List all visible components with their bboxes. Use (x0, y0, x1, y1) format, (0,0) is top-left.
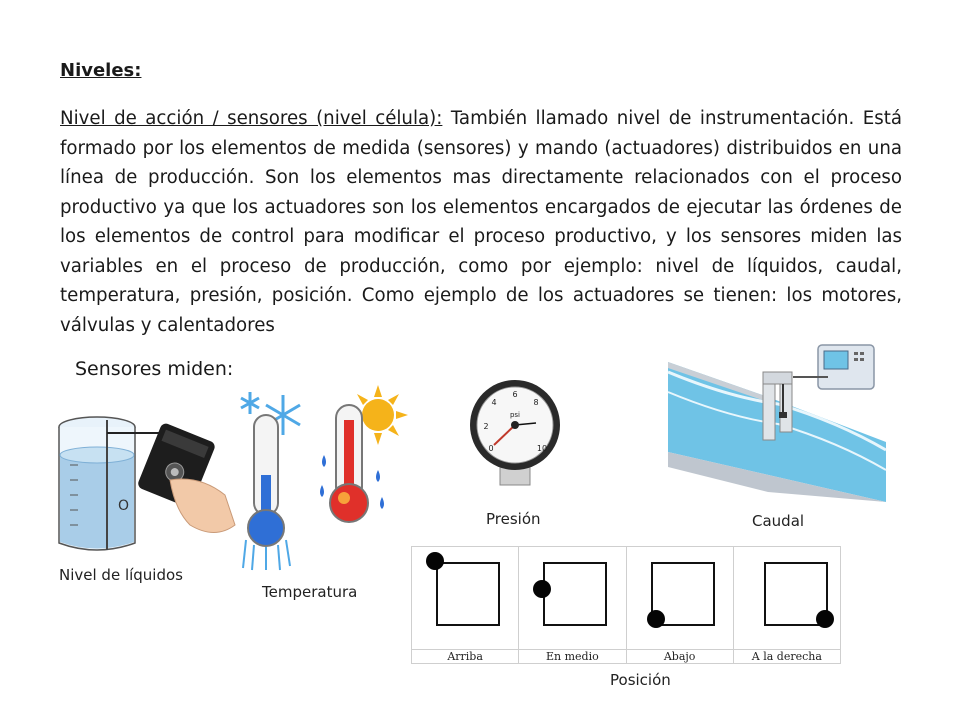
gauge-tick-2: 2 (483, 422, 489, 431)
caption-flow: Caudal (752, 512, 805, 530)
position-frame (764, 562, 828, 626)
position-table (411, 546, 841, 664)
position-label-right: A la derecha (733, 650, 840, 664)
position-dot (816, 610, 834, 628)
position-dot (533, 580, 551, 598)
flow-meter-icon (668, 342, 900, 502)
cold-thermometer-icon (238, 390, 318, 570)
section-heading: Niveles: (60, 60, 142, 81)
hot-thermometer-icon (318, 385, 408, 525)
caption-position: Posición (610, 671, 671, 689)
position-frame (436, 562, 500, 626)
caption-pressure: Presión (486, 510, 541, 528)
position-label-middle: En medio (519, 650, 626, 664)
gauge-tick-8: 8 (533, 398, 539, 407)
svg-text:O: O (118, 498, 130, 514)
position-label-top: Arriba (412, 650, 519, 664)
sensors-heading: Sensores miden: (75, 358, 234, 380)
liquid-level-sensor-icon (50, 405, 235, 565)
pressure-gauge-icon (470, 373, 560, 493)
caption-temperature: Temperatura (262, 583, 358, 601)
position-label-bottom: Abajo (626, 650, 733, 664)
gauge-tick-6: 6 (512, 390, 518, 399)
position-frame (651, 562, 715, 626)
position-frame (543, 562, 607, 626)
gauge-tick-0: 0 (488, 444, 494, 453)
position-dot (647, 610, 665, 628)
position-dot (426, 552, 444, 570)
position-cell-right (733, 547, 840, 650)
caption-liquid-level: Nivel de líquidos (59, 566, 183, 584)
position-cell-bottom (626, 547, 733, 650)
paragraph-body: También llamado nivel de instrumentación. Está formado por los elementos de medida (sensores) y mando (actuadores) distribuidos en una línea de producción. Son los elementos mas directamente relacionados con el proceso productivo ya que los actuadores son los elementos encargados de ejecutar las órdenes de los elementos de control para modificar el proceso productivo, y los sensores miden las variables en el proceso de producción, como por ejemplo: nivel de líquidos, caudal, temperatura, presión, posición. Como ejemplo de los actuadores se tienen: los motores, válvulas y calentadores (60, 108, 902, 336)
position-cell-top (412, 547, 519, 650)
gauge-tick-4: 4 (491, 398, 497, 407)
paragraph-lead: Nivel de acción / sensores (nivel célula): (60, 108, 443, 129)
gauge-unit: psi (509, 411, 521, 419)
description-paragraph (60, 104, 902, 340)
position-cell-middle (519, 547, 626, 650)
gauge-tick-10: 10 (536, 444, 548, 453)
